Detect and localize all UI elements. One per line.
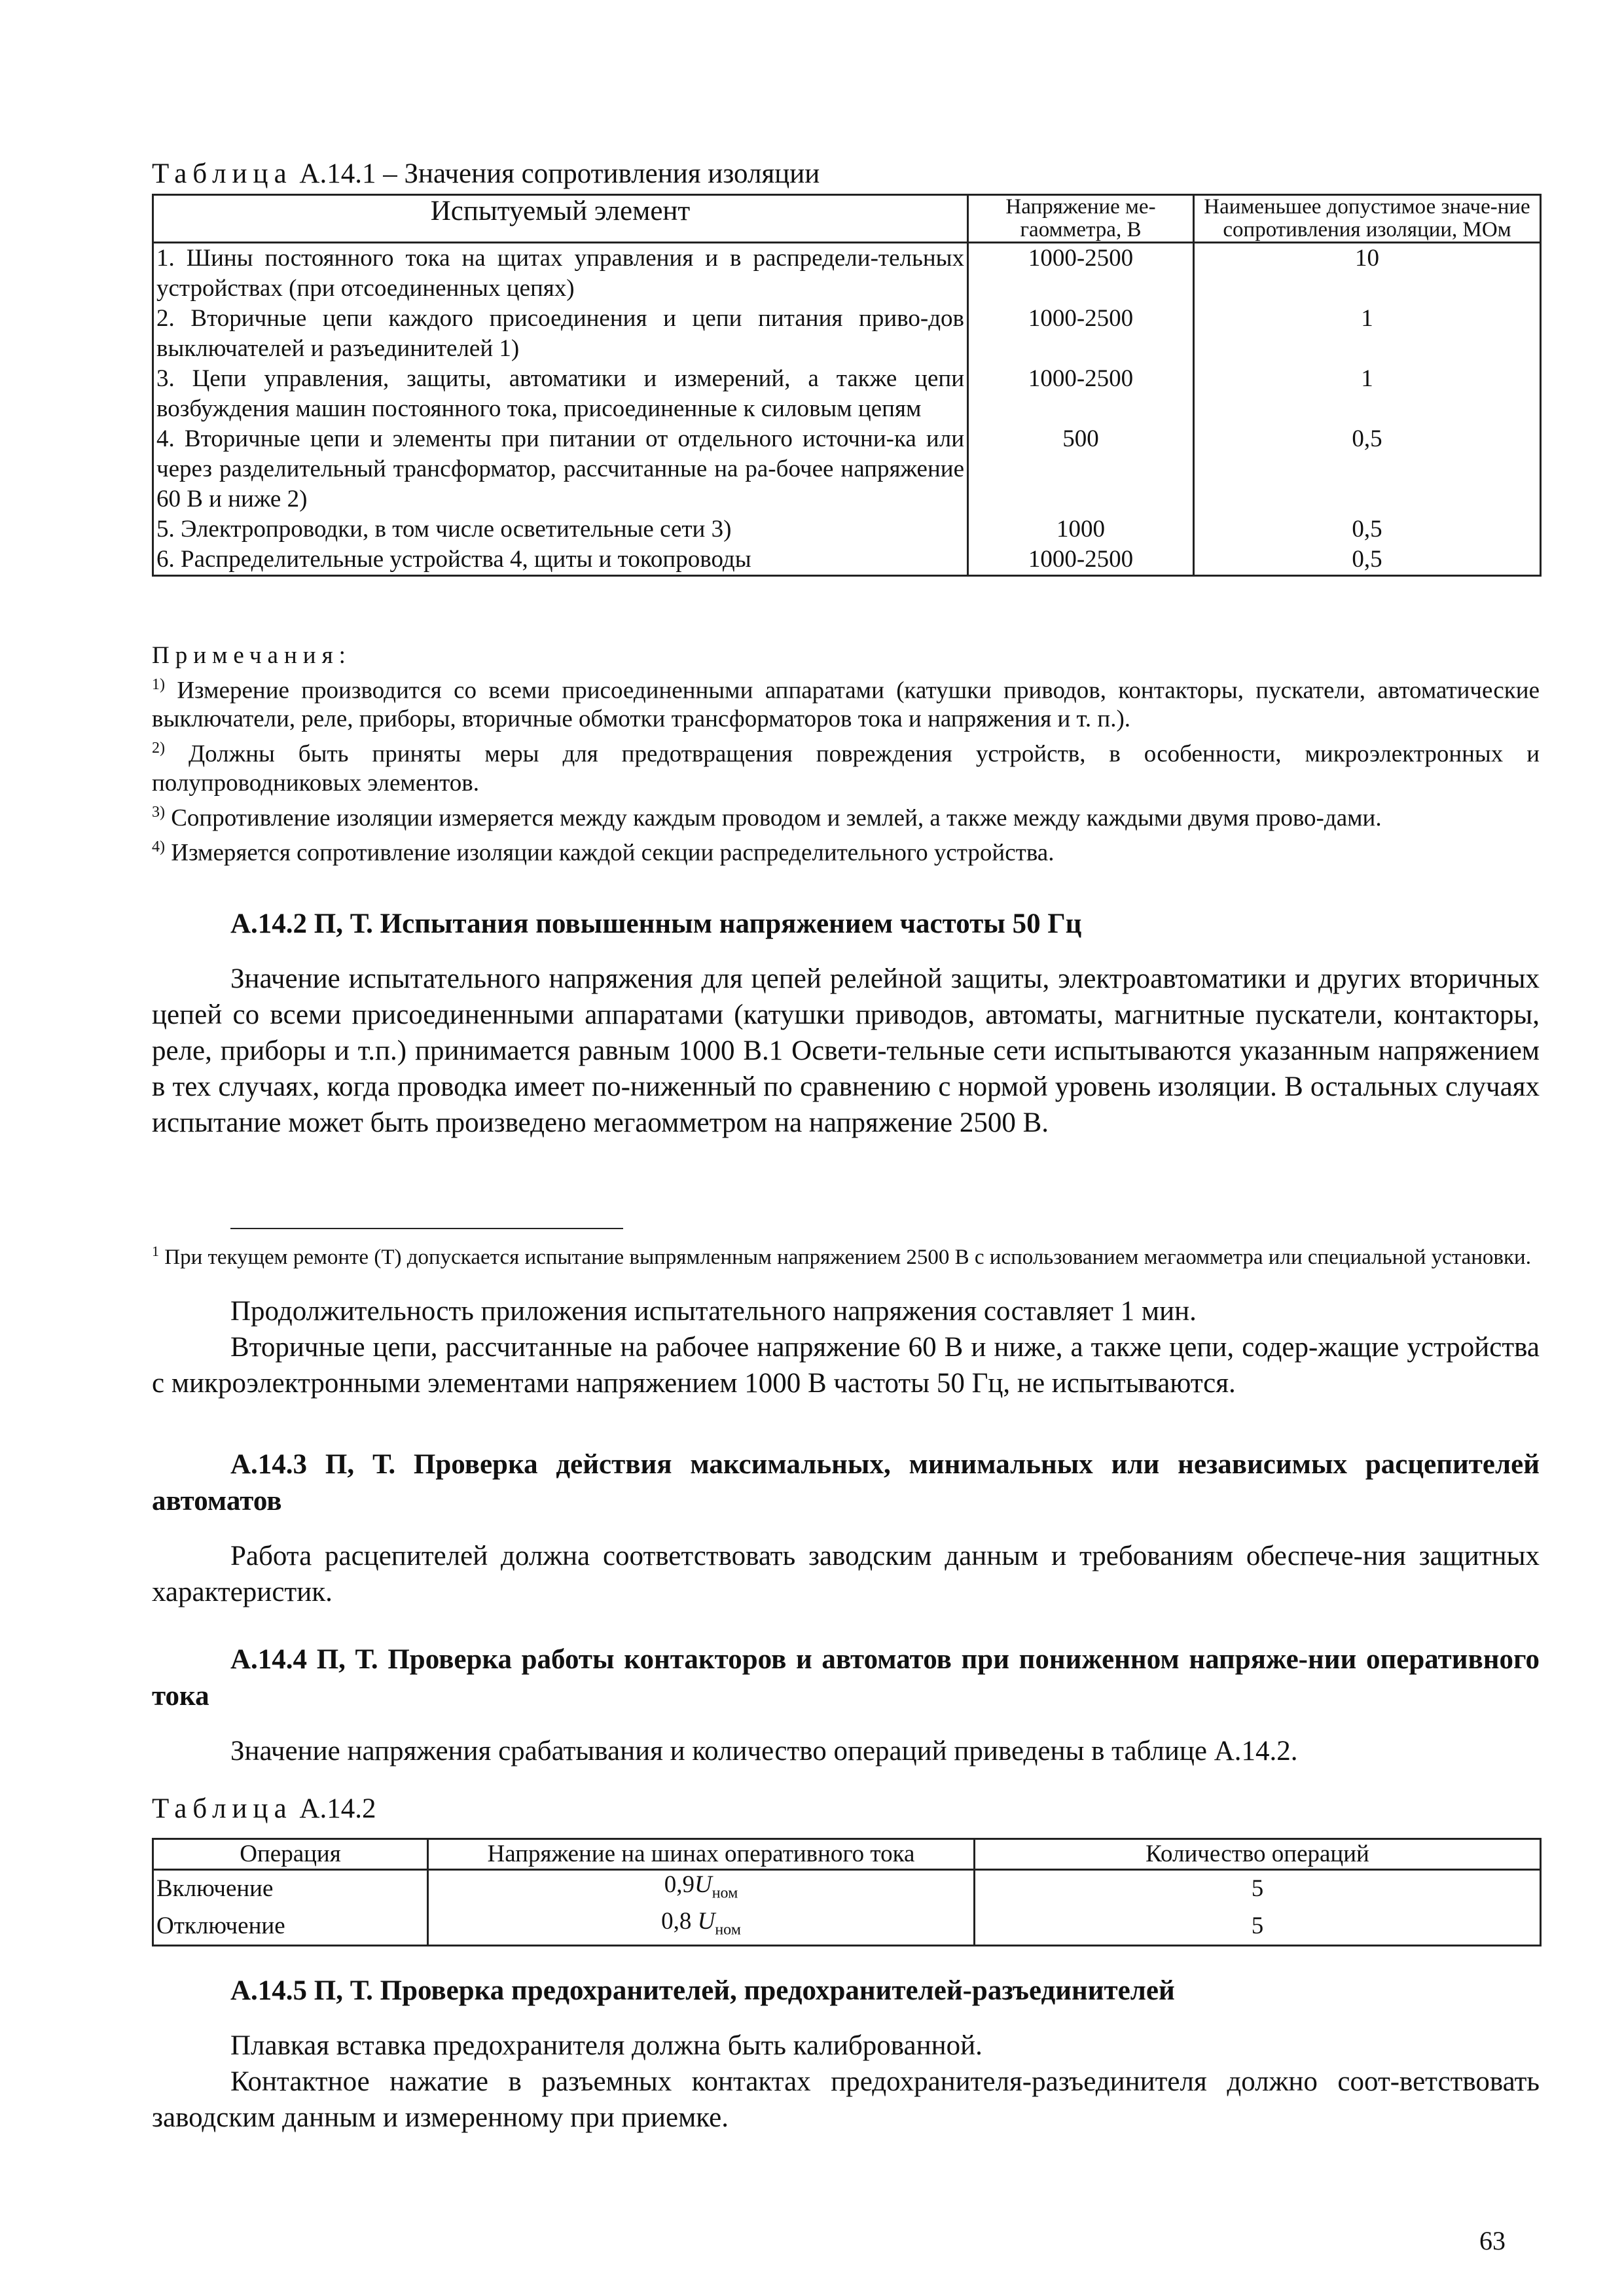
footnote-mark: 1 — [152, 1243, 159, 1259]
table1-cell-voltage: 1000-2500 — [968, 304, 1194, 364]
table1-caption-text: А.14.1 – Значения сопротивления изоляции — [299, 158, 820, 189]
note-item — [152, 734, 1540, 797]
table2-cell-operation: Включение — [153, 1870, 428, 1908]
note-text: Сопротивление изоляции измеряется между каждым проводом и землей, а также между каждыми двумя прово-дами. — [171, 804, 1382, 831]
voltage-coefficient: 0,8 — [661, 1908, 698, 1935]
table-row — [153, 1907, 1541, 1945]
table1-cell-resistance: 1 — [1194, 364, 1541, 424]
section-a142-body-continued — [152, 1293, 1540, 1401]
table2-header-operation: Операция — [153, 1839, 428, 1870]
section-a145-para1: Плавкая вставка предохранителя должна быть калиброванной. — [230, 2030, 983, 2061]
table2-cell-count: 5 — [975, 1870, 1541, 1908]
notes-header: Примечания: — [152, 642, 352, 669]
note-mark: 4) — [152, 838, 165, 855]
voltage-subscript: ном — [712, 1884, 738, 1902]
table1-cell-resistance: 1 — [1194, 304, 1541, 364]
table1-caption-prefix: Таблица — [152, 158, 293, 189]
section-a144-body — [152, 1733, 1540, 1769]
footnote — [152, 1237, 1540, 1272]
table2-header-count: Количество операций — [975, 1839, 1541, 1870]
table1-header-element: Испытуемый элемент — [153, 195, 968, 243]
table2-caption — [152, 1792, 376, 1826]
section-a142-heading-text: А.14.2 П, Т. Испытания повышенным напряжением частоты 50 Гц — [230, 908, 1082, 939]
table1-header-voltage: Напряжение ме-гаомметра, В — [968, 195, 1194, 243]
table2-header-voltage: Напряжение на шинах оперативного тока — [428, 1839, 975, 1870]
table1-notes — [152, 641, 1540, 867]
section-a142-body — [152, 961, 1540, 1141]
section-a143-heading — [152, 1446, 1540, 1520]
note-text: Измеряется сопротивление изоляции каждой секции распределительного устройства. — [171, 839, 1055, 867]
table-row — [153, 514, 1541, 545]
voltage-symbol: U — [694, 1871, 712, 1898]
operations-table — [152, 1838, 1542, 1946]
table1-cell-resistance: 0,5 — [1194, 424, 1541, 514]
section-a143-para: Работа расцепителей должна соответствовать заводским данным и требованиям обеспече-ния защитных характеристик. — [152, 1541, 1540, 1607]
table1-cell-desc: 4. Вторичные цепи и элементы при питании от отдельного источни-ка или через разделительный трансформатор, рассчитанные на ра-бочее напряжение 60 В и ниже 2) — [153, 424, 968, 514]
table1-caption — [152, 157, 820, 191]
table-row — [153, 1870, 1541, 1908]
section-a142-para1: Значение испытательного напряжения для цепей релейной защиты, электроавтоматики и других вторичных цепей со всеми присоединенными аппаратами (катушки приводов, автоматы, магнитные пускатели, контакторы, реле, приборы и т.п.) принимается равным 1000 В.1 Освети-тельные сети испытываются указанным напряжением в тех случаях, когда проводка имеет по-ниженный по сравнению с нормой уровень изоляции. В остальных случаях испытание может быть произведено мегаомметром на напряжение 2500 В. — [152, 963, 1540, 1138]
table-row — [153, 545, 1541, 576]
footnote-divider — [230, 1228, 623, 1229]
table1-cell-voltage: 1000-2500 — [968, 364, 1194, 424]
section-a142-para3: Вторичные цепи, рассчитанные на рабочее напряжение 60 В и ниже, а также цепи, содер-жащие устройства с микроэлектронными элементами напряжением 1000 В частоты 50 Гц, не испытываются. — [152, 1332, 1540, 1399]
table1-cell-voltage: 500 — [968, 424, 1194, 514]
note-text: Измерение производится со всеми присоединенными аппаратами (катушки приводов, контакторы, пускатели, автоматические выключатели, реле, приборы, вторичные обмотки трансформаторов тока и напряжения и т. п.). — [152, 677, 1540, 733]
section-a143-body — [152, 1538, 1540, 1610]
table1-header-row — [153, 195, 1541, 243]
section-a142-heading — [152, 906, 1540, 942]
table-row — [153, 424, 1541, 514]
table1-cell-voltage: 1000-2500 — [968, 545, 1194, 576]
section-a143-heading-text: А.14.3 П, Т. Проверка действия максимальных, минимальных или независимых расцепителей автоматов — [152, 1449, 1540, 1516]
table2-cell-voltage — [428, 1870, 975, 1908]
table1-cell-desc: 6. Распределительные устройства 4, щиты и токопроводы — [153, 545, 968, 576]
note-text: Должны быть приняты меры для предотвращения повреждения устройств, в особенности, микроэлектронных и полупроводниковых элементов. — [152, 740, 1540, 797]
section-a144-heading-text: А.14.4 П, Т. Проверка работы контакторов и автоматов при пониженном напряже-нии оперативного тока — [152, 1644, 1540, 1712]
table1-cell-voltage: 1000-2500 — [968, 243, 1194, 304]
table2-caption-text: А.14.2 — [299, 1793, 376, 1824]
section-a145-heading — [152, 1973, 1540, 2009]
table2-cell-count: 5 — [975, 1907, 1541, 1945]
note-item — [152, 833, 1540, 867]
table-row — [153, 304, 1541, 364]
table2-header-row — [153, 1839, 1541, 1870]
table1-cell-desc: 3. Цепи управления, защиты, автоматики и измерений, а также цепи возбуждения машин постоянного тока, присоединенные к силовым цепям — [153, 364, 968, 424]
note-item — [152, 798, 1540, 833]
section-a144-heading — [152, 1641, 1540, 1715]
table1-cell-desc: 1. Шины постоянного тока на щитах управления и в распредели-тельных устройствах (при отсоединенных цепях) — [153, 243, 968, 304]
table1-cell-desc: 5. Электропроводки, в том числе осветительные сети 3) — [153, 514, 968, 545]
section-a145-heading-text: А.14.5 П, Т. Проверка предохранителей, предохранителей-разъединителей — [230, 1975, 1175, 2006]
voltage-subscript: ном — [715, 1921, 741, 1939]
note-mark: 3) — [152, 803, 165, 821]
table1-cell-resistance: 0,5 — [1194, 545, 1541, 576]
section-a144-para: Значение напряжения срабатывания и количество операций приведены в таблице А.14.2. — [230, 1736, 1298, 1767]
section-a145-para2: Контактное нажатие в разъемных контактах предохранителя-разъединителя должно соот-ветствовать заводским данным и измеренному при приемке. — [152, 2066, 1540, 2133]
table2-cell-operation: Отключение — [153, 1907, 428, 1945]
note-mark: 2) — [152, 740, 165, 757]
section-a142-para2: Продолжительность приложения испытательного напряжения составляет 1 мин. — [230, 1296, 1197, 1327]
voltage-coefficient: 0,9 — [664, 1871, 695, 1898]
table1-cell-desc: 2. Вторичные цепи каждого присоединения и цепи питания приво-дов выключателей и разъединителей 1) — [153, 304, 968, 364]
page-number: 63 — [1479, 2226, 1506, 2255]
table1-cell-resistance: 10 — [1194, 243, 1541, 304]
note-item — [152, 670, 1540, 734]
footnote-text: При текущем ремонте (Т) допускается испытание выпрямленным напряжением 2500 В с использованием мегаомметра или специальной установки. — [164, 1246, 1531, 1269]
table2-caption-prefix: Таблица — [152, 1793, 293, 1824]
section-a145-body — [152, 2028, 1540, 2136]
table1-cell-voltage: 1000 — [968, 514, 1194, 545]
note-mark: 1) — [152, 676, 165, 693]
table1-header-resistance: Наименьшее допустимое значе-ние сопротивления изоляции, МОм — [1194, 195, 1541, 243]
table2-cell-voltage — [428, 1907, 975, 1945]
table-row — [153, 364, 1541, 424]
insulation-resistance-table — [152, 194, 1542, 577]
table-row — [153, 243, 1541, 304]
table1-cell-resistance: 0,5 — [1194, 514, 1541, 545]
voltage-symbol: U — [697, 1908, 715, 1935]
